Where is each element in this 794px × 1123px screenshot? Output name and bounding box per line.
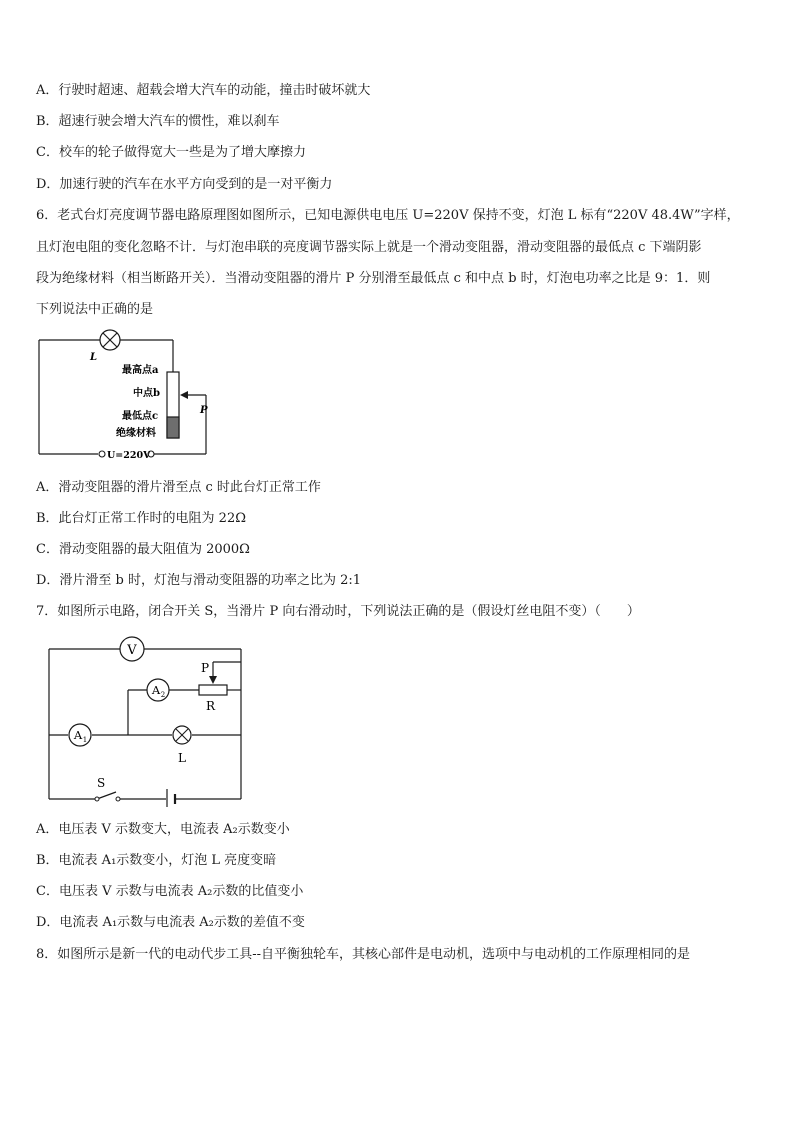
lamp-icon	[173, 726, 191, 744]
insulation-label: 绝缘材料	[116, 428, 156, 439]
q6-circuit-diagram	[30, 326, 220, 466]
slider-label: P	[200, 405, 208, 416]
low-point-label: 最低点c	[122, 411, 159, 422]
switch-contact-icon	[116, 797, 120, 801]
q8-stem: 8．如图所示是新一代的电动代步工具--自平衡独轮车，其核心部件是电动机，选项中与电动机的工作原理相同的是	[36, 947, 691, 962]
q5-option-d: D．加速行驶的汽车在水平方向受到的是一对平衡力	[36, 177, 333, 192]
ammeter-a1-label: A	[73, 728, 83, 742]
q6-stem-line-3: 段为绝缘材料（相当断路开关）．当滑动变阻器的滑片 P 分别滑至最低点 c 和中点 b 时，灯泡电功率之比是 9：1．则	[36, 271, 711, 286]
q7-circuit-diagram	[40, 632, 260, 807]
ammeter-a2-subscript: 2	[160, 691, 166, 699]
q6-option-b: B．此台灯正常工作时的电阻为 22Ω	[36, 511, 247, 526]
insulation-segment	[167, 417, 179, 438]
q7-option-a: A．电压表 V 示数变大，电流表 A₂示数变小	[36, 822, 290, 837]
slider-arrow-icon	[180, 391, 188, 399]
rheostat-icon	[199, 685, 227, 695]
lamp-icon	[100, 330, 120, 350]
q6-stem-line-2: 且灯泡电阻的变化忽略不计．与灯泡串联的亮度调节器实际上就是一个滑动变阻器，滑动变阻器的最低点 c 下端阴影	[36, 240, 702, 255]
ammeter-a2-label: A	[151, 683, 161, 697]
top-point-label: 最高点a	[122, 365, 159, 376]
switch-contact-icon	[95, 797, 99, 801]
q6-stem-line-1: 6．老式台灯亮度调节器电路原理图如图所示，已知电源供电电压 U=220V 保持不变，灯泡 L 标有“220V 48.4W”字样，	[36, 208, 740, 223]
q5-option-c: C．校车的轮子做得宽大一些是为了增大摩擦力	[36, 145, 306, 160]
q5-option-b: B．超速行驶会增大汽车的惯性，难以刹车	[36, 114, 280, 129]
q7-option-b: B．电流表 A₁示数变小，灯泡 L 亮度变暗	[36, 853, 277, 868]
q7-stem: 7．如图所示电路，闭合开关 S，当滑片 P 向右滑动时，下列说法正确的是（假设灯丝电阻不变）（ ）	[36, 604, 640, 619]
q6-option-a: A．滑动变阻器的滑片滑至点 c 时此台灯正常工作	[36, 480, 321, 495]
q5-option-a: A．行驶时超速、超载会增大汽车的动能，撞击时破坏就大	[36, 83, 371, 98]
q6-stem-line-4: 下列说法中正确的是	[36, 302, 154, 317]
terminal-left	[99, 451, 105, 457]
voltage-label: U=220V	[107, 450, 151, 461]
voltmeter-label: V	[127, 643, 137, 658]
battery-icon	[167, 789, 175, 807]
slider-arrow-icon	[209, 676, 217, 684]
lamp-label: L	[90, 352, 98, 363]
q6-option-d: D．滑片滑至 b 时，灯泡与滑动变阻器的功率之比为 2:1	[36, 573, 362, 588]
slider-label: P	[201, 661, 210, 675]
q7-option-c: C．电压表 V 示数与电流表 A₂示数的比值变小	[36, 884, 304, 899]
switch-label: S	[97, 776, 106, 790]
ammeter-a1-subscript: 1	[82, 736, 88, 744]
mid-point-label: 中点b	[133, 388, 160, 399]
q7-option-d: D．电流表 A₁示数与电流表 A₂示数的差值不变	[36, 915, 305, 930]
q6-option-c: C．滑动变阻器的最大阻值为 2000Ω	[36, 542, 250, 557]
rheostat-label: R	[206, 699, 216, 713]
lamp-label: L	[178, 751, 186, 765]
